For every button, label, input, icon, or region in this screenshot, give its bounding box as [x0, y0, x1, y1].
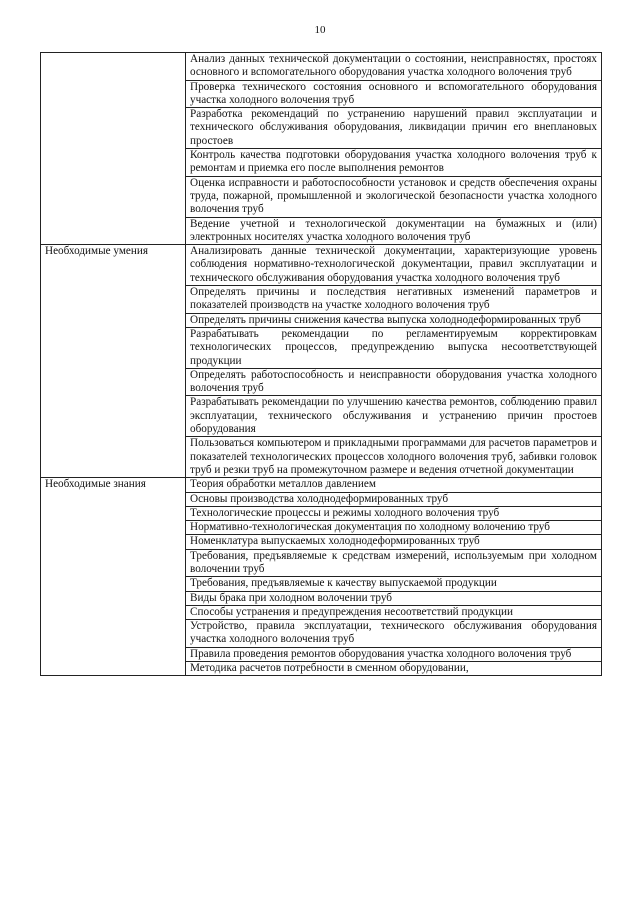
requirement-cell: Требования, предъявляемые к средствам измерений, используемым при холодном волочении труб: [186, 549, 602, 577]
section-label: Необходимые знания: [41, 478, 186, 676]
requirement-cell: Оценка исправности и работоспособности установок и средств обеспечения охраны труда, пожарной, промышленной и экологической безопасности участка холодного волочения труб: [186, 176, 602, 217]
requirement-cell: Пользоваться компьютером и прикладными программами для расчетов параметров и показателей технологических процессов холодного волочения труб, забивки головок труб и резки труб на промежуточном размере и ведения отчетной документации: [186, 437, 602, 478]
requirement-cell: Требования, предъявляемые к качеству выпускаемой продукции: [186, 577, 602, 591]
requirement-cell: Теория обработки металлов давлением: [186, 478, 602, 492]
requirement-cell: Правила проведения ремонтов оборудования участка холодного волочения труб: [186, 647, 602, 661]
competency-table-body: [41, 53, 602, 676]
table-row: [41, 478, 602, 492]
requirement-cell: Основы производства холоднодеформированных труб: [186, 492, 602, 506]
requirement-cell: Определять причины и последствия негативных изменений параметров и показателей производств на участке холодного волочения труб: [186, 286, 602, 314]
section-label: Необходимые умения: [41, 245, 186, 478]
requirement-cell: Анализировать данные технической документации, характеризующие уровень соблюдения нормативно-технологической документации, правил эксплуатации и технического обслуживания оборудования участка холодного волочения труб: [186, 245, 602, 286]
requirement-cell: Способы устранения и предупреждения несоответствий продукции: [186, 605, 602, 619]
requirement-cell: Разрабатывать рекомендации по улучшению качества ремонтов, соблюдению правил эксплуатации, технического обслуживания и устранению причин простоев оборудования: [186, 396, 602, 437]
requirement-cell: Разрабатывать рекомендации по регламентируемым корректировкам технологических процессов, предупреждению выпуска несоответствующей продукции: [186, 327, 602, 368]
requirement-cell: Номенклатура выпускаемых холоднодеформированных труб: [186, 535, 602, 549]
requirement-cell: Анализ данных технической документации о состоянии, неисправностях, простоях основного и вспомогательного оборудования участка холодного волочения труб: [186, 53, 602, 81]
requirement-cell: Методика расчетов потребности в сменном оборудовании,: [186, 662, 602, 676]
competency-table: [40, 52, 602, 676]
requirement-cell: Технологические процессы и режимы холодного волочения труб: [186, 506, 602, 520]
section-label: [41, 53, 186, 245]
table-row: [41, 53, 602, 81]
requirement-cell: Определять причины снижения качества выпуска холоднодеформированных труб: [186, 313, 602, 327]
requirement-cell: Нормативно-технологическая документация по холодному волочению труб: [186, 521, 602, 535]
requirement-cell: Виды брака при холодном волочении труб: [186, 591, 602, 605]
page-number: 10: [314, 24, 326, 36]
requirement-cell: Ведение учетной и технологической документации на бумажных и (или) электронных носителях участка холодного волочения труб: [186, 217, 602, 245]
requirement-cell: Определять работоспособность и неисправности оборудования участка холодного волочения труб: [186, 368, 602, 396]
requirement-cell: Контроль качества подготовки оборудования участка холодного волочения труб к ремонтам и приемка его после выполнения ремонтов: [186, 149, 602, 177]
requirement-cell: Проверка технического состояния основного и вспомогательного оборудования участка холодного волочения труб: [186, 80, 602, 108]
requirement-cell: Разработка рекомендаций по устранению нарушений правил эксплуатации и технического обслуживания оборудования, ликвидации причин его внеплановых простоев: [186, 108, 602, 149]
requirement-cell: Устройство, правила эксплуатации, технического обслуживания оборудования участка холодного волочения труб: [186, 620, 602, 648]
table-row: [41, 245, 602, 286]
